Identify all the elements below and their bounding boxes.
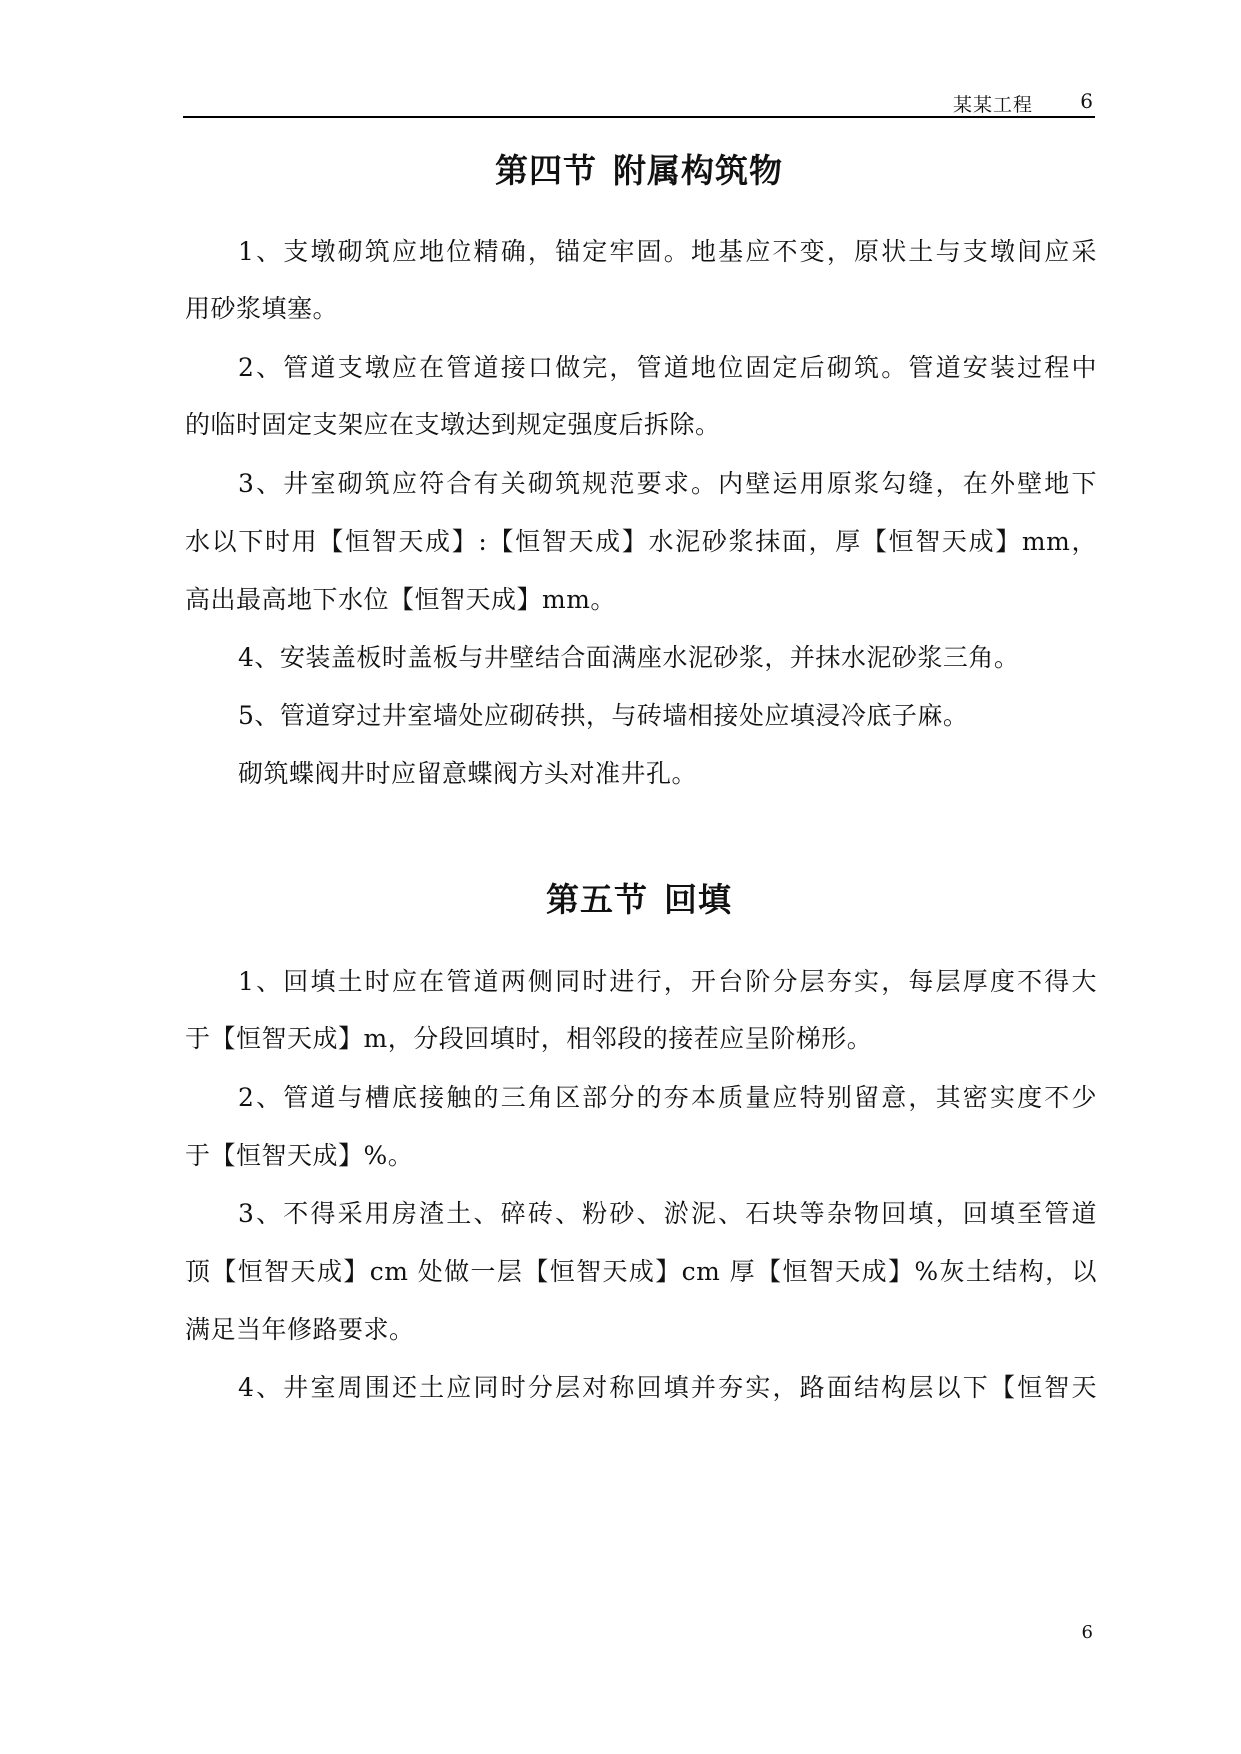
page-header bbox=[183, 82, 1095, 118]
header-page-number: 6 bbox=[1080, 89, 1093, 113]
paragraph-line: 满足当年修路要求。 bbox=[185, 1315, 415, 1344]
paragraph-line: 的临时固定支架应在支墩达到规定强度后拆除。 bbox=[185, 410, 721, 439]
section-number: 第四节 bbox=[495, 151, 597, 190]
section-name: 回填 bbox=[664, 880, 732, 919]
section-number: 第五节 bbox=[546, 880, 648, 919]
paragraph-line: 水以下时用【恒智天成】:【恒智天成】水泥砂浆抹面，厚【恒智天成】mm， bbox=[185, 527, 1097, 556]
paragraph-line: 用砂浆填塞。 bbox=[185, 294, 339, 323]
paragraph-line: 2、管道与槽底接触的三角区部分的夯本质量应特别留意，其密实度不少 bbox=[238, 1083, 1097, 1112]
paragraph-line: 4、安装盖板时盖板与井壁结合面满座水泥砂浆，并抹水泥砂浆三角。 bbox=[238, 643, 1020, 672]
paragraph-line: 顶【恒智天成】cm 处做一层【恒智天成】cm 厚【恒智天成】%灰土结构，以 bbox=[185, 1257, 1097, 1286]
section-title bbox=[183, 874, 1095, 921]
paragraph-line: 砌筑蝶阀井时应留意蝶阀方头对准井孔。 bbox=[238, 759, 698, 788]
paragraph-line: 5、管道穿过井室墙处应砌砖拱，与砖墙相接处应填浸冷底子麻。 bbox=[238, 701, 969, 730]
paragraph-line: 4、井室周围还土应同时分层对称回填并夯实，路面结构层以下【恒智天 bbox=[238, 1373, 1097, 1402]
paragraph-line: 2、管道支墩应在管道接口做完，管道地位固定后砌筑。管道安装过程中 bbox=[238, 353, 1097, 382]
paragraph-line: 1、支墩砌筑应地位精确，锚定牢固。地基应不变，原状土与支墩间应采 bbox=[238, 237, 1097, 266]
header-title: 某某工程 bbox=[952, 94, 1033, 116]
paragraph-line: 于【恒智天成】%。 bbox=[185, 1141, 414, 1170]
paragraph-line: 1、回填土时应在管道两侧同时进行，开台阶分层夯实，每层厚度不得大 bbox=[238, 967, 1097, 996]
paragraph-line: 高出最高地下水位【恒智天成】mm。 bbox=[185, 585, 616, 614]
section-name: 附属构筑物 bbox=[613, 151, 783, 190]
paragraph-line: 3、井室砌筑应符合有关砌筑规范要求。内壁运用原浆勾缝，在外壁地下 bbox=[238, 469, 1097, 498]
paragraph-line: 于【恒智天成】m，分段回填时，相邻段的接茬应呈阶梯形。 bbox=[185, 1024, 873, 1053]
section-title bbox=[183, 145, 1095, 192]
footer-page-number: 6 bbox=[1081, 1622, 1093, 1643]
paragraph-line: 3、不得采用房渣土、碎砖、粉砂、淤泥、石块等杂物回填，回填至管道 bbox=[238, 1199, 1097, 1228]
